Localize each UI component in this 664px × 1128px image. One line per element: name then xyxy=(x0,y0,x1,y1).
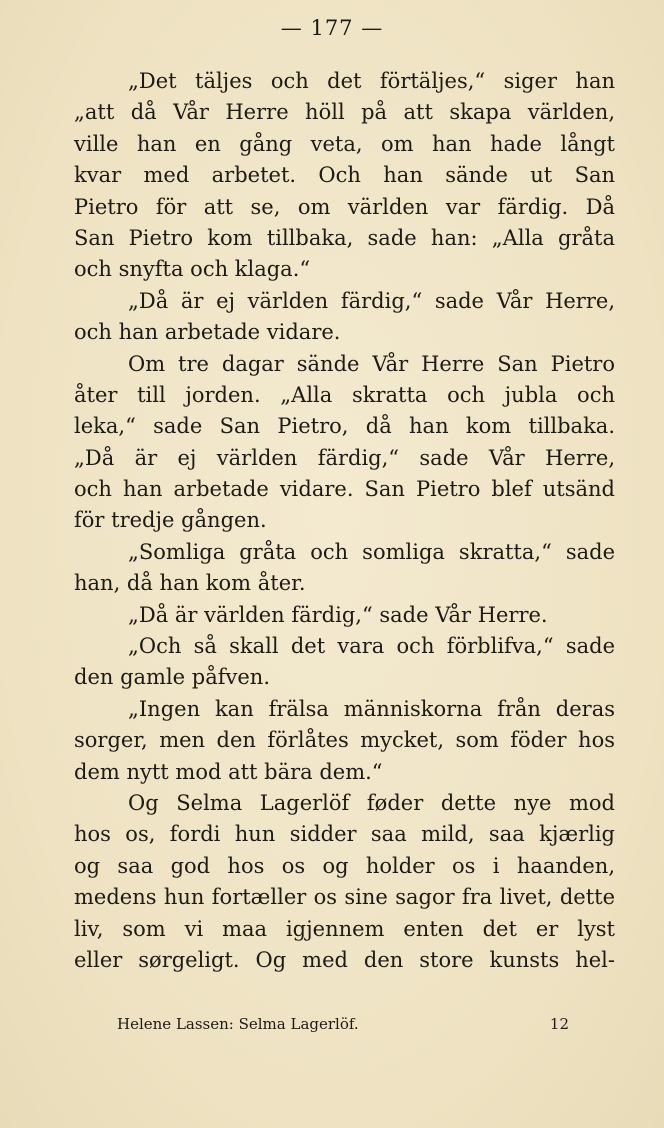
text-line: „Och så skall det vara och förblifva,“ sade xyxy=(128,634,615,659)
text-line: kvar med arbetet. Och han sände ut San xyxy=(74,163,615,188)
text-line: „Somliga gråta och somliga skratta,“ sade xyxy=(128,539,615,564)
text-line: San Pietro kom tillbaka, sade han: „Alla gråta xyxy=(74,225,615,250)
text-line: han, då han kom åter. xyxy=(74,571,306,596)
text-line: og saa god hos os og holder os i haanden, xyxy=(74,853,615,878)
text-line: „Då är världen färdig,“ sade Vår Herre. xyxy=(128,602,548,627)
text-line: dem nytt mod att bära dem.“ xyxy=(74,759,383,784)
text-line: och snyfta och klaga.“ xyxy=(74,257,311,282)
footer-sheet-number: 12 xyxy=(549,1015,569,1033)
text-line: för tredje gången. xyxy=(74,508,267,533)
text-line: „Då är ej världen färdig,“ sade Vår Herre, xyxy=(128,288,615,313)
body-text xyxy=(74,66,615,976)
text-line: Og Selma Lagerlöf føder dette nye mod xyxy=(128,790,615,815)
text-line: och han arbetade vidare. xyxy=(74,320,341,345)
text-line: hos os, fordi hun sidder saa mild, saa kjærlig xyxy=(74,822,615,847)
text-line: och han arbetade vidare. San Pietro blef utsänd xyxy=(74,477,615,502)
text-line: „Då är ej världen färdig,“ sade Vår Herre, xyxy=(74,445,615,470)
text-line: liv, som vi maa igjennem enten det er lyst xyxy=(74,916,615,941)
text-line: „Ingen kan frälsa människorna från deras xyxy=(128,696,615,721)
text-line: „att då Vår Herre höll på att skapa världen, xyxy=(74,100,615,125)
text-line: ville han en gång veta, om han hade långt xyxy=(74,131,615,156)
text-line: „Det täljes och det förtäljes,“ siger han xyxy=(128,69,615,93)
page-number: — 177 — xyxy=(280,16,384,40)
text-line: Pietro för att se, om världen var färdig. Då xyxy=(74,194,615,219)
text-line: leka,“ sade San Pietro, då han kom tillbaka. xyxy=(74,414,615,439)
text-line: Om tre dagar sände Vår Herre San Pietro xyxy=(128,351,615,376)
footer-signature: Helene Lassen: Selma Lagerlöf. xyxy=(117,1015,359,1033)
page-footer xyxy=(117,1015,569,1033)
text-line: sorger, men den förlåtes mycket, som föder hos xyxy=(74,728,615,753)
text-line: medens hun fortæller os sine sagor fra livet, dette xyxy=(74,885,615,910)
text-line: den gamle påfven. xyxy=(74,665,270,690)
text-line: eller sørgeligt. Og med den store kunsts hel- xyxy=(74,947,615,972)
text-line: åter till jorden. „Alla skratta och jubla och xyxy=(74,382,615,407)
